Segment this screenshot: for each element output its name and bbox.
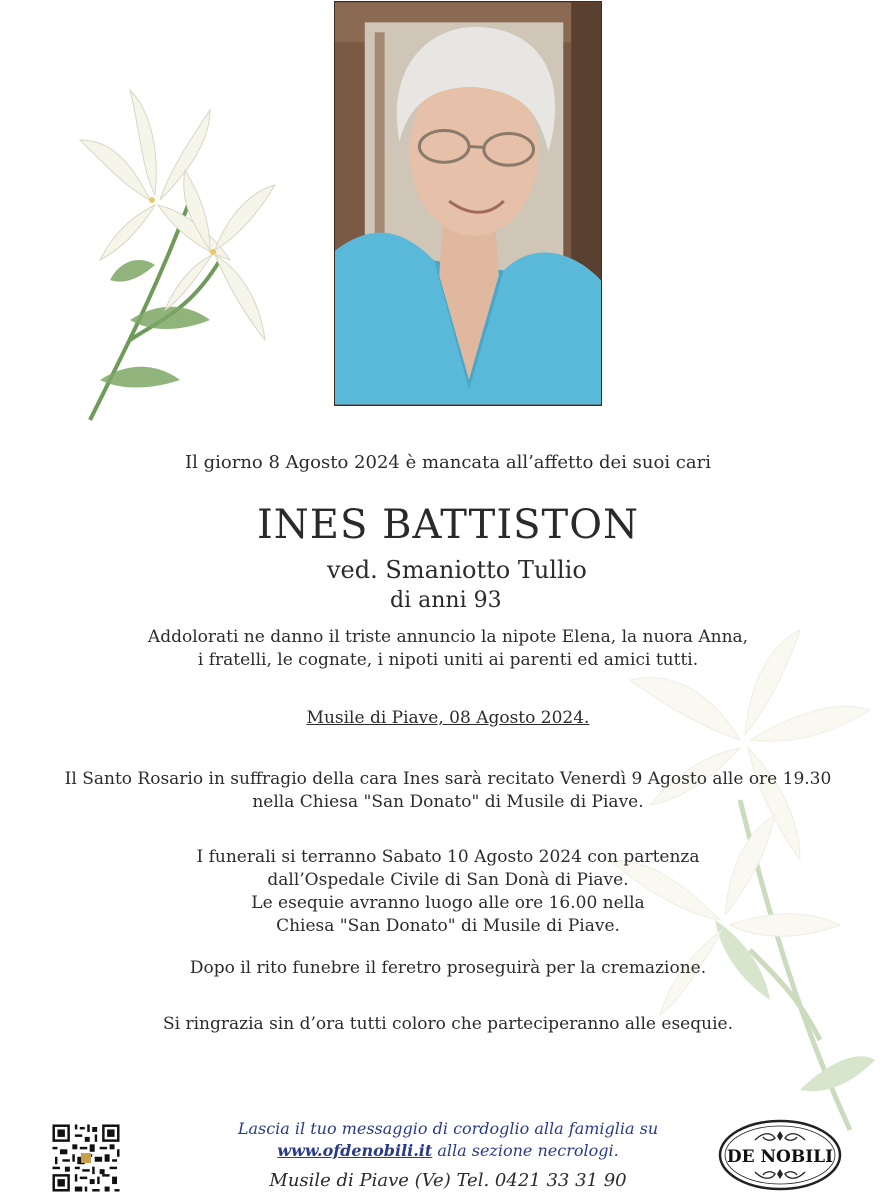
cremation-note: Dopo il rito funebre il feretro proseguirà per la cremazione. [189, 958, 707, 978]
funeral-info [0, 846, 896, 938]
deceased-portrait-photo [334, 1, 602, 406]
condolence-line-2 [150, 1140, 746, 1162]
condolence-line-2-rest: alla sezione necrologi. [432, 1141, 619, 1160]
funeral-line: I funerali si terranno Sabato 10 Agosto 2024 con partenza [196, 847, 700, 867]
lily-flowers-top-decoration [70, 80, 280, 430]
death-announcement-intro: Il giorno 8 Agosto 2024 è mancata all’affetto dei suoi cari [185, 452, 711, 473]
website-link[interactable]: www.ofdenobili.it [277, 1141, 433, 1160]
qr-code[interactable] [50, 1122, 122, 1194]
rosary-line: Il Santo Rosario in suffragio della cara Ines sarà recitato Venerdì 9 Agosto alle ore 19.30 [64, 769, 832, 789]
age-line: di anni 93 [390, 588, 502, 613]
contact-line: Musile di Piave (Ve) Tel. 0421 33 31 90 [269, 1170, 627, 1191]
place-date-text: Musile di Piave, 08 Agosto 2024. [306, 708, 590, 728]
announcement-line: i fratelli, le cognate, i nipoti uniti ai parenti ed amici tutti. [197, 650, 699, 670]
announcement-line: Addolorati ne danno il triste annuncio la nipote Elena, la nuora Anna, [147, 627, 749, 647]
thanks-note: Si ringrazia sin d’ora tutti coloro che parteciperanno alle esequie. [163, 1014, 733, 1034]
rosary-info [0, 768, 896, 814]
funeral-line: dall’Ospedale Civile di San Donà di Piave. [267, 870, 629, 890]
deceased-name: INES BATTISTON [257, 502, 639, 548]
place-and-date [0, 708, 896, 728]
funeral-line: Le esequie avranno luogo alle ore 16.00 nella [251, 893, 645, 913]
funeral-line: Chiesa "San Donato" di Musile di Piave. [276, 916, 620, 936]
widow-of-line: ved. Smaniotto Tullio [327, 556, 587, 584]
de-nobili-logo [717, 1118, 843, 1192]
condolence-line-1: Lascia il tuo messaggio di cordoglio alla famiglia su [237, 1119, 659, 1138]
rosary-line: nella Chiesa "San Donato" di Musile di Piave. [252, 792, 644, 812]
logo-text: DE NOBILI [726, 1147, 834, 1167]
condolence-message [150, 1118, 746, 1162]
family-announcement [0, 626, 896, 672]
